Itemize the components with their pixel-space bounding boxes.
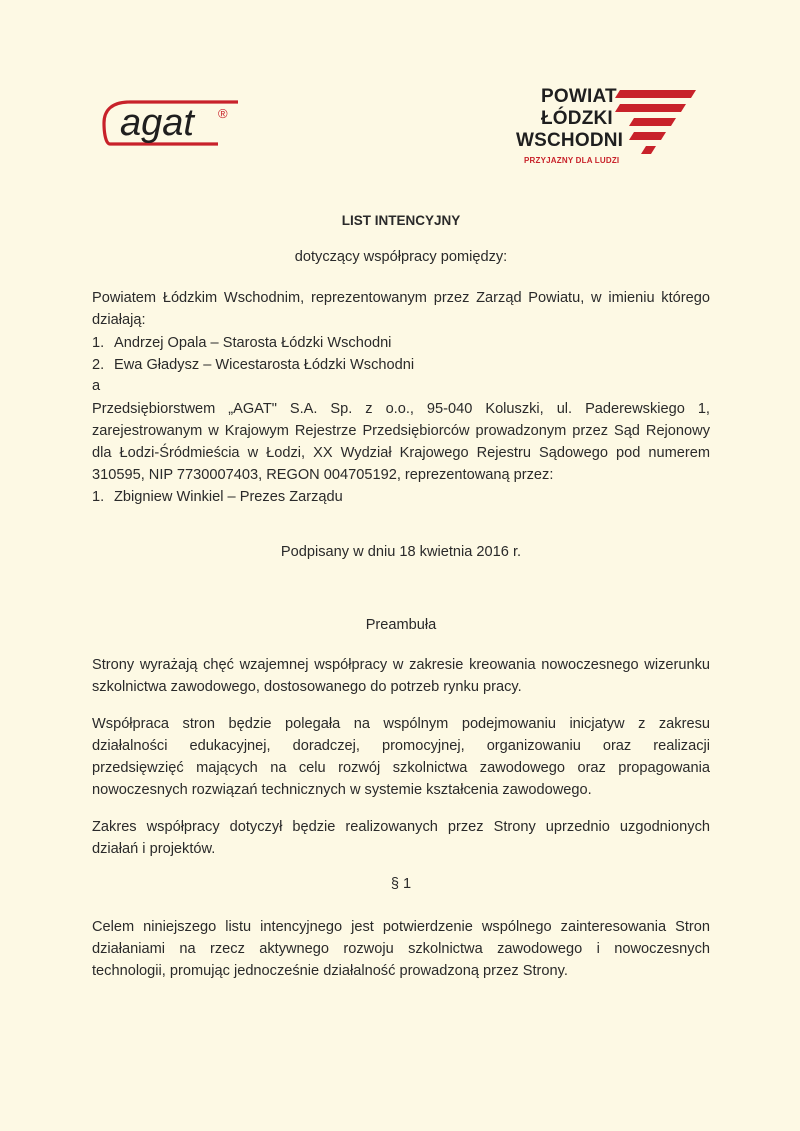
party1-rep-item — [92, 333, 710, 355]
preamble-p3-line: działań i projektów. — [92, 841, 216, 857]
section1-p1-line: technologii, promując jednocześnie działalność prowadzoną przez Strony. — [92, 963, 568, 979]
party1-rep-item — [92, 355, 710, 377]
powiat-logo — [508, 86, 718, 170]
preamble-p2-line: działalności edukacyjnej, doradczej, promocyjnej, organizowaniu oraz realizacji — [92, 738, 710, 754]
party2-line: zarejestrowanym w Krajowym Rejestrze Przedsiębiorców prowadzonym przez Sąd Rejonowy — [92, 423, 710, 439]
list-number: 2. — [92, 357, 105, 373]
party2-rep-item — [92, 487, 710, 509]
preamble-p2-line: Współpraca stron będzie polegała na wspólnym podejmowaniu inicjatyw z zakresu — [92, 716, 710, 732]
preamble-p2-line: przedsięwzięć mających na celu rozwój szkolnictwa zawodowego oraz propagowania — [92, 760, 710, 776]
powiat-logo-line2: ŁÓDZKI — [541, 108, 613, 129]
document-subtitle: dotyczący współpracy pomiędzy: — [294, 249, 508, 265]
list-number: 1. — [92, 489, 105, 505]
preamble-heading: Preambuła — [365, 617, 437, 633]
preamble-p2-line: nowoczesnych rozwiązań technicznych w systemie kształcenia zawodowego. — [92, 782, 592, 798]
party1-line: działają: — [92, 312, 146, 328]
rep-text: Andrzej Opala – Starosta Łódzki Wschodni — [114, 335, 392, 351]
preamble-p1-line: szkolnictwa zawodowego, dostosowanego do potrzeb rynku pracy. — [92, 679, 522, 695]
agat-logo-text: agat — [120, 102, 194, 144]
rep-text: Ewa Gładysz – Wicestarosta Łódzki Wschodni — [114, 357, 415, 373]
powiat-logo-line3: WSCHODNI — [516, 130, 624, 151]
party1-line: Powiatem Łódzkim Wschodnim, reprezentowanym przez Zarząd Powiatu, w imieniu którego — [92, 290, 710, 306]
powiat-logo-line1: POWIAT — [541, 86, 617, 107]
preamble-p3-line: Zakres współpracy dotyczył będzie realizowanych przez Strony uprzednio uzgodnionych — [92, 819, 710, 835]
party2-line: dla Łodzi-Śródmieścia w Łodzi, XX Wydział Krajowego Rejestru Sądowego pod numerem — [92, 445, 710, 461]
powiat-logo-tagline: PRZYJAZNY DLA LUDZI — [524, 156, 620, 165]
section1-p1-line: działaniami na rzecz aktywnego rozwoju szkolnictwa zawodowego i nowoczesnych — [92, 941, 710, 957]
party2-line: 310595, NIP 7730007403, REGON 004705192, reprezentowaną przez: — [92, 467, 554, 483]
document-title: LIST INTENCYJNY — [341, 213, 461, 228]
agat-logo-mark: ® — [218, 106, 228, 121]
section1-p1-line: Celem niniejszego listu intencyjnego jest potwierdzenie wspólnego zainteresowania Stron — [92, 919, 710, 935]
preamble-p1-line: Strony wyrażają chęć wzajemnej współpracy w zakresie kreowania nowoczesnego wizerunku — [92, 657, 710, 673]
party2-line: Przedsiębiorstwem „AGAT" S.A. Sp. z o.o., 95-040 Koluszki, ul. Paderewskiego 1, — [92, 401, 710, 417]
agat-logo — [100, 96, 250, 150]
list-number: 1. — [92, 335, 105, 351]
conjunction: a — [92, 378, 101, 394]
signed-date: Podpisany w dniu 18 kwietnia 2016 r. — [280, 544, 522, 560]
section1-heading: § 1 — [390, 876, 412, 892]
rep-text: Zbigniew Winkiel – Prezes Zarządu — [114, 489, 343, 505]
